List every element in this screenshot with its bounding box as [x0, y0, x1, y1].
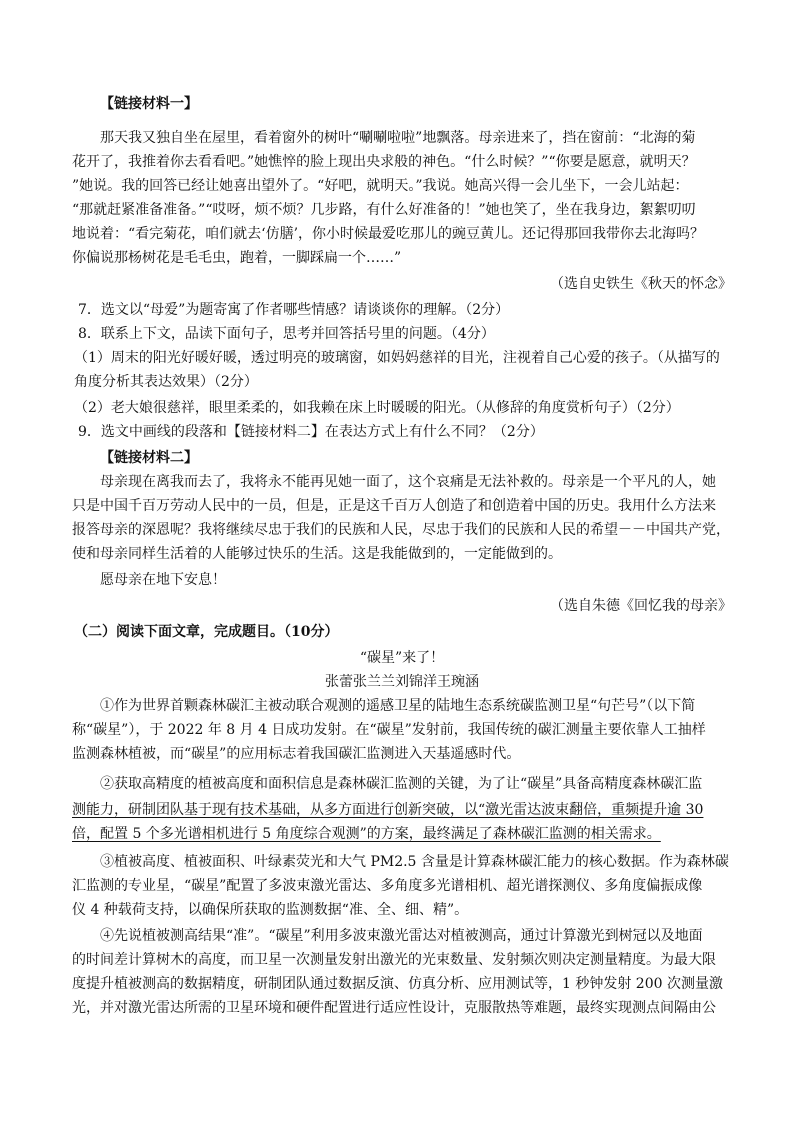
paragraph-3-line: 仪 4 种载荷支持，以确保所获取的监测数据“准、全、细、精”。: [72, 902, 469, 918]
material-1-line: ”她说。我的回答已经让她喜出望外了。“好吧，就明天。”我说。她高兴得一会儿坐下，一会儿站起：: [72, 178, 689, 194]
material-2-line: 母亲现在离我而去了，我将永不能再见她一面了，这个哀痛是无法补救的。母亲是一个平凡的人，她: [100, 474, 716, 490]
material-2-line: 使和母亲同样生活着的人能够过快乐的生活。这是我能做到的，一定能做到的。: [72, 546, 562, 562]
paragraph-1-line: 称“碳星”），于 2022 年 8 月 4 日成功发射。在“碳星”发射前，我国传统的碳汇测量主要依靠人工抽样: [72, 722, 706, 738]
material-2-heading: 【链接材料二】: [100, 450, 198, 466]
part-2-heading: （二）阅读下面文章，完成题目。（10分）: [74, 624, 339, 640]
paragraph-4-line: 光，并对激光雷达所需的卫星环境和硬件配置进行适应性设计，克服散热等难题，最终实现测点间隔由公: [72, 1000, 716, 1016]
material-2-source: （选自朱德《回忆我的母亲》: [550, 598, 732, 614]
paragraph-3-line: 汇监测的专业星，“碳星”配置了多波束激光雷达、多角度多光谱相机、超光谱探测仪、多角度偏振成像: [72, 878, 703, 894]
paragraph-3-line: ③植被高度、植被面积、叶绿素荧光和大气 PM2.5 含量是计算森林碳汇能力的核心数据。作为森林碳: [100, 854, 729, 870]
material-2-line: 报答母亲的深恩呢？我将继续尽忠于我们的民族和人民，尽忠于我们的民族和人民的希望－－中国共产党，: [72, 522, 730, 538]
material-1-line: 你偏说那杨树花是毛毛虫，跑着，一脚踩扁一个……”: [72, 250, 402, 266]
paragraph-2-line: ②获取高精度的植被高度和面积信息是森林碳汇监测的关键，为了让“碳星”具备高精度森林碳汇监: [100, 776, 703, 792]
question-8-1-cont: 角度分析其表达效果）（2分）: [74, 374, 258, 390]
question-8-1: （1）周末的阳光好暖好暖，透过明亮的玻璃窗，如妈妈慈祥的目光，注视着自己心爱的孩子。（从描写的: [74, 350, 720, 366]
material-2-line: 只是中国千百万劳动人民中的一员，但是，正是这千百万人创造了和创造着中国的历史。我用什么方法来: [72, 498, 716, 514]
material-1-line: 那天我又独自坐在屋里，看着窗外的树叶“唰唰啦啦”地飘落。母亲进来了，挡在窗前：“北海的菊: [100, 130, 696, 146]
material-1-source: （选自史铁生《秋天的怀念》: [550, 276, 732, 292]
material-1-line: 花开了，我推着你去看看吧。”她憔悴的脸上现出央求般的神色。“什么时候？”“你要是愿意，就明天？: [72, 154, 696, 170]
question-9: 9．选文中画线的段落和【链接材料二】在表达方式上有什么不同？（2分）: [78, 424, 544, 440]
material-1-line: 地说着：“看完菊花，咱们就去‘仿膳’，你小时候最爱吃那儿的豌豆黄儿。还记得那回我带你去北海吗？: [72, 226, 705, 242]
paragraph-1-line: ①作为世界首颗森林碳汇主被动联合观测的遥感卫星的陆地生态系统碳监测卫星“句芒号”（以下简: [100, 698, 696, 714]
material-1-heading: 【链接材料一】: [100, 96, 198, 112]
material-2-last: 愿母亲在地下安息！: [100, 572, 226, 588]
question-8-2: （2）老大娘很慈祥，眼里柔柔的，如我赖在床上时暖暖的阳光。（从修辞的角度赏析句子）（2分）: [74, 400, 680, 416]
question-7: 7．选文以“母爱”为题寄寓了作者哪些情感？请谈谈你的理解。（2分）: [78, 302, 510, 318]
paragraph-4-line: 度提升植被测高的数据精度，研制团队通过数据反演、仿真分析、应用测试等，1 秒钟发射 200 次测量激: [72, 976, 723, 992]
paragraph-2-underlined-line: 倍，配置 5 个多光谱相机进行 5 角度综合观测”的方案，最终满足了森林碳汇监测的相关需求。: [72, 826, 661, 842]
article-title: “碳星”来了！: [359, 650, 445, 666]
question-8: 8．联系上下文，品读下面句子，思考并回答括号里的问题。（4分）: [78, 326, 495, 342]
paragraph-1-line: 监测森林植被，而“碳星”的应用标志着我国碳汇监测进入天基遥感时代。: [72, 746, 521, 762]
article-authors: 张蕾张兰兰刘锦洋王琬涵: [325, 674, 479, 690]
paragraph-2-underlined-line: 测能力，研制团队基于现有技术基础，从多方面进行创新突破，以“激光雷达波束翻倍，重频提升逾 30: [72, 802, 704, 818]
paragraph-4-line: 的时间差计算树木的高度，而卫星一次测量发射出激光的光束数量、发射频次则决定测量精度。为最大限: [72, 952, 716, 968]
paragraph-4-line: ④先说植被测高结果“准”。“碳星”利用多波束激光雷达对植被测高，通过计算激光到树冠以及地面: [100, 928, 703, 944]
material-1-line: “那就赶紧准备准备。”“哎呀，烦不烦？几步路，有什么好准备的！”她也笑了，坐在我身边，絮絮叨叨: [72, 202, 696, 218]
